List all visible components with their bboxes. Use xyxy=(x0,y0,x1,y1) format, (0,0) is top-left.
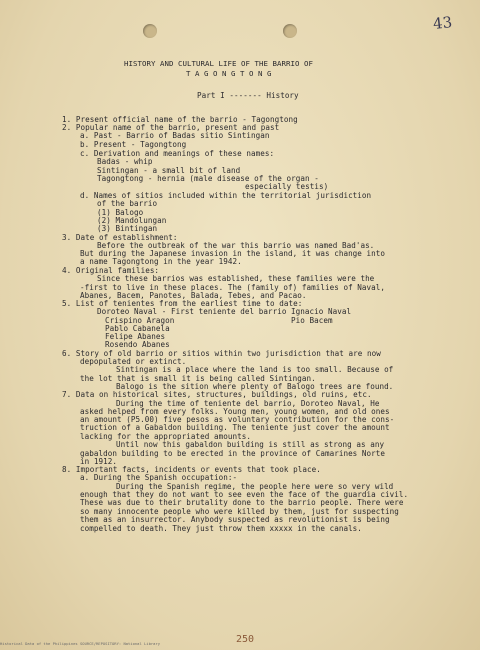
text-line: lacking for the appropriated amounts. xyxy=(80,432,252,441)
text-line: enough that they do not want to see even the face of the guardia civil. xyxy=(80,490,409,499)
text-line: compelled to death. They just throw them xxxxx in the canals. xyxy=(80,524,362,533)
text-line: 4. Original families: xyxy=(62,266,160,275)
text-line: Since these barrios was established, these families were the xyxy=(97,274,375,283)
handwritten-page-number: 43 xyxy=(432,13,453,33)
binder-hole-left xyxy=(143,24,157,38)
text-line: 6. Story of old barrio or sitios within two jurisdiction that are now xyxy=(62,349,381,358)
text-line: 8. Important facts, incidents or events that took place. xyxy=(62,465,321,474)
text-line: (1) Balogo xyxy=(97,208,144,217)
text-line: Rosendo Abanes xyxy=(105,340,170,349)
archive-stamp-number: 250 xyxy=(236,634,255,645)
part-heading: Part I ------- History xyxy=(197,91,299,100)
text-line: Until now this gabaldon building is still as strong as any xyxy=(116,440,385,449)
text-line: truction of a Gabaldon building. The teniente just cover the amount xyxy=(80,423,390,432)
text-line: a. During the Spanish occupation:- xyxy=(80,473,238,482)
text-line: a. Past - Barrio of Badas sitio Sintingan xyxy=(80,131,270,140)
text-line: Abanes, Bacem, Panotes, Balada, Tebes, and Pacao. xyxy=(80,291,307,300)
text-line: Badas - whip xyxy=(97,157,153,166)
text-line: Sintingan is a place where the land is too small. Because of xyxy=(116,365,394,374)
text-line: a name Tagongtong in the year 1942. xyxy=(80,257,242,266)
text-line: Doroteo Naval - First teniente del barrio xyxy=(97,307,287,316)
binder-hole-right xyxy=(283,24,297,38)
text-line: But during the Japanese invasion in the island, it was change into xyxy=(80,249,386,258)
text-line: depopulated or extinct. xyxy=(80,357,187,366)
text-line: 5. List of tenientes from the earliest time to date: xyxy=(62,299,303,308)
text-line: c. Derivation and meanings of these names: xyxy=(80,149,275,158)
text-line: These was due to their brutality done to the barrio people. There were xyxy=(80,498,404,507)
text-line: Balogo is the sition where plenty of Balogo trees are found. xyxy=(116,382,394,391)
text-line: Pio Bacem xyxy=(291,316,333,325)
text-line: Sintingan - a small bit of land xyxy=(97,166,241,175)
text-line: Pablo Cabanela xyxy=(105,324,170,333)
text-line: (2) Mandolungan xyxy=(97,216,167,225)
text-line: Felipe Abanes xyxy=(105,332,166,341)
text-line: asked helped from every folks. Young men, young women, and old ones xyxy=(80,407,390,416)
text-line: (3) Bintingan xyxy=(97,224,158,233)
text-line: so many innocente people who were killed by them, just for suspecting xyxy=(80,507,399,516)
text-line: gabaldon building to be erected in the province of Camarines Norte xyxy=(80,449,386,458)
text-line: Tagongtong - hernia (male disease of the organ - xyxy=(97,174,319,183)
text-line: b. Present - Tagongtong xyxy=(80,140,187,149)
text-line: 2. Popular name of the barrio, present and past xyxy=(62,123,280,132)
text-line: the lot that is small it is being called Sintingan. xyxy=(80,374,316,383)
text-line: them as an insurrector. Anybody suspected as revolutionist is being xyxy=(80,515,390,524)
text-line: 3. Date of establishment: xyxy=(62,233,178,242)
text-line: an amount (P5.00) five pesos as voluntary contribution for the cons- xyxy=(80,415,395,424)
text-line: During the Spanish regime, the people here were so very wild xyxy=(116,482,394,491)
archive-footer: Historical Data of the Philippines SOURCE/REPOSITORY: National Library xyxy=(0,641,161,646)
text-line: 1. Present official name of the barrio - Tagongtong xyxy=(62,115,298,124)
text-line: During the time of teniente del barrio, Doroteo Naval, He xyxy=(116,399,380,408)
text-line: especially testis) xyxy=(245,182,329,191)
text-line: d. Names of sitios included within the territorial jurisdiction xyxy=(80,191,372,200)
text-line: Crispino Aragon xyxy=(105,316,175,325)
text-line: Before the outbreak of the war this barrio was named Bad'as. xyxy=(97,241,375,250)
text-line: -first to live in these places. The (family of) families of Naval, xyxy=(80,283,386,292)
document-title-line1: HISTORY AND CULTURAL LIFE OF THE BARRIO OF xyxy=(124,59,313,68)
document-title-line2: T A G O N G T O N G xyxy=(186,69,272,78)
text-line: in 1912. xyxy=(80,457,117,466)
text-line: of the barrio xyxy=(97,199,158,208)
text-line: Ignacio Naval xyxy=(291,307,352,316)
text-line: 7. Data on historical sites, structures, buildings, old ruins, etc. xyxy=(62,390,372,399)
